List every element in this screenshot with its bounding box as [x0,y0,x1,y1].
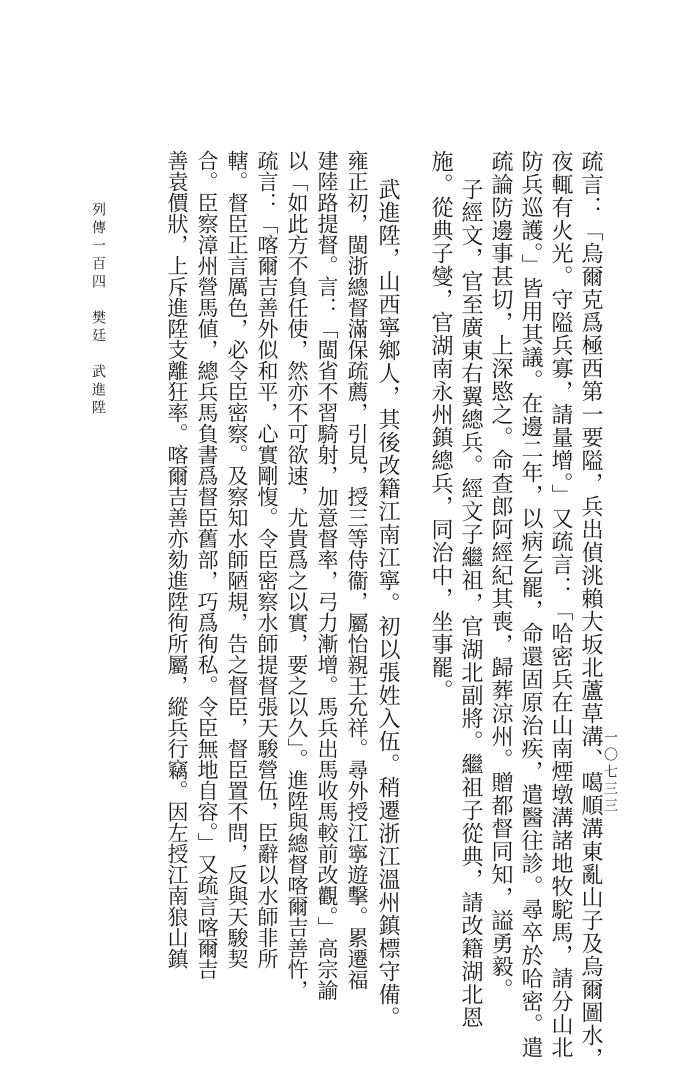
page-number: 一〇七三三 [602,730,618,815]
text-column-10: 以「如此方不負任使，然亦不可欲速，尤貴爲之以實，要之以久」。進陞與總督喀爾吉善忤， [285,150,309,1001]
text-column-11: 疏言：「喀爾吉善外似和平，心實剛愎。令臣密察水師提督張天駿營伍，臣辭以水師非所 [255,150,279,969]
running-head: 列傳一百四 樊廷 武進陞 [90,202,106,418]
text-column-5: 子經文，官至廣東右翼總兵。經文子繼祖，官湖北副將。繼祖子從典，請改籍湖北恩 [458,178,483,1029]
text-column-8: 雍正初，閩浙總督滿保疏薦，引見，授三等侍衞，屬怡親王允祥。尋外授江寧遊擊。累遷福 [345,150,369,990]
text-column-12: 轄。督臣正言厲色，必令臣密察。及察知水師陋規，告之督臣，督臣置不問，反與天駿契 [225,150,249,969]
text-column-1: 疏言：「烏爾克爲極西第一要隘，兵出偵洮賴大坂北蘆草溝、噶順溝東亂山子及烏爾圖水， [578,150,603,1070]
text-column-3: 防兵巡護。」皆用其議。在邊二年，以病乞罷，命還固原治疾，遣醫往診。尋卒於哈密。遣 [518,150,543,1059]
text-column-9: 建陸路提督。言：「閩省不習騎射，加意督率，弓力漸增。馬兵出馬收馬較前改觀。」高宗諭 [315,150,339,1001]
text-column-4: 疏論防邊事甚切，上深愍之。命查郎阿經紀其喪，歸葬涼州。贈都督同知，謚勇毅。 [488,150,513,1001]
text-column-7: 武進陞，山西寧鄉人，其後改籍江南江寧。初以張姓入伍。稍遷浙江溫州鎮標守備。 [375,178,400,1029]
text-column-6: 施。從典子燮，官湖南永州鎮總兵，同治中，坐事罷。 [428,150,453,702]
text-column-2: 夜輒有火光。守隘兵寡，請量增。」又疏言：「哈密兵在山南煙墩溝諸地牧駝馬，請分山北 [548,150,573,1059]
text-column-14: 善袁價狀，上斥進陞支離狂率。喀爾吉善亦劾進陞徇所屬，縱兵行竊。因左授江南狼山鎮 [165,150,189,969]
text-column-13: 合。臣察漳州營馬値，總兵馬負書爲督臣舊部，巧爲徇私。令臣無地自容。」又疏言喀爾吉 [195,150,219,980]
